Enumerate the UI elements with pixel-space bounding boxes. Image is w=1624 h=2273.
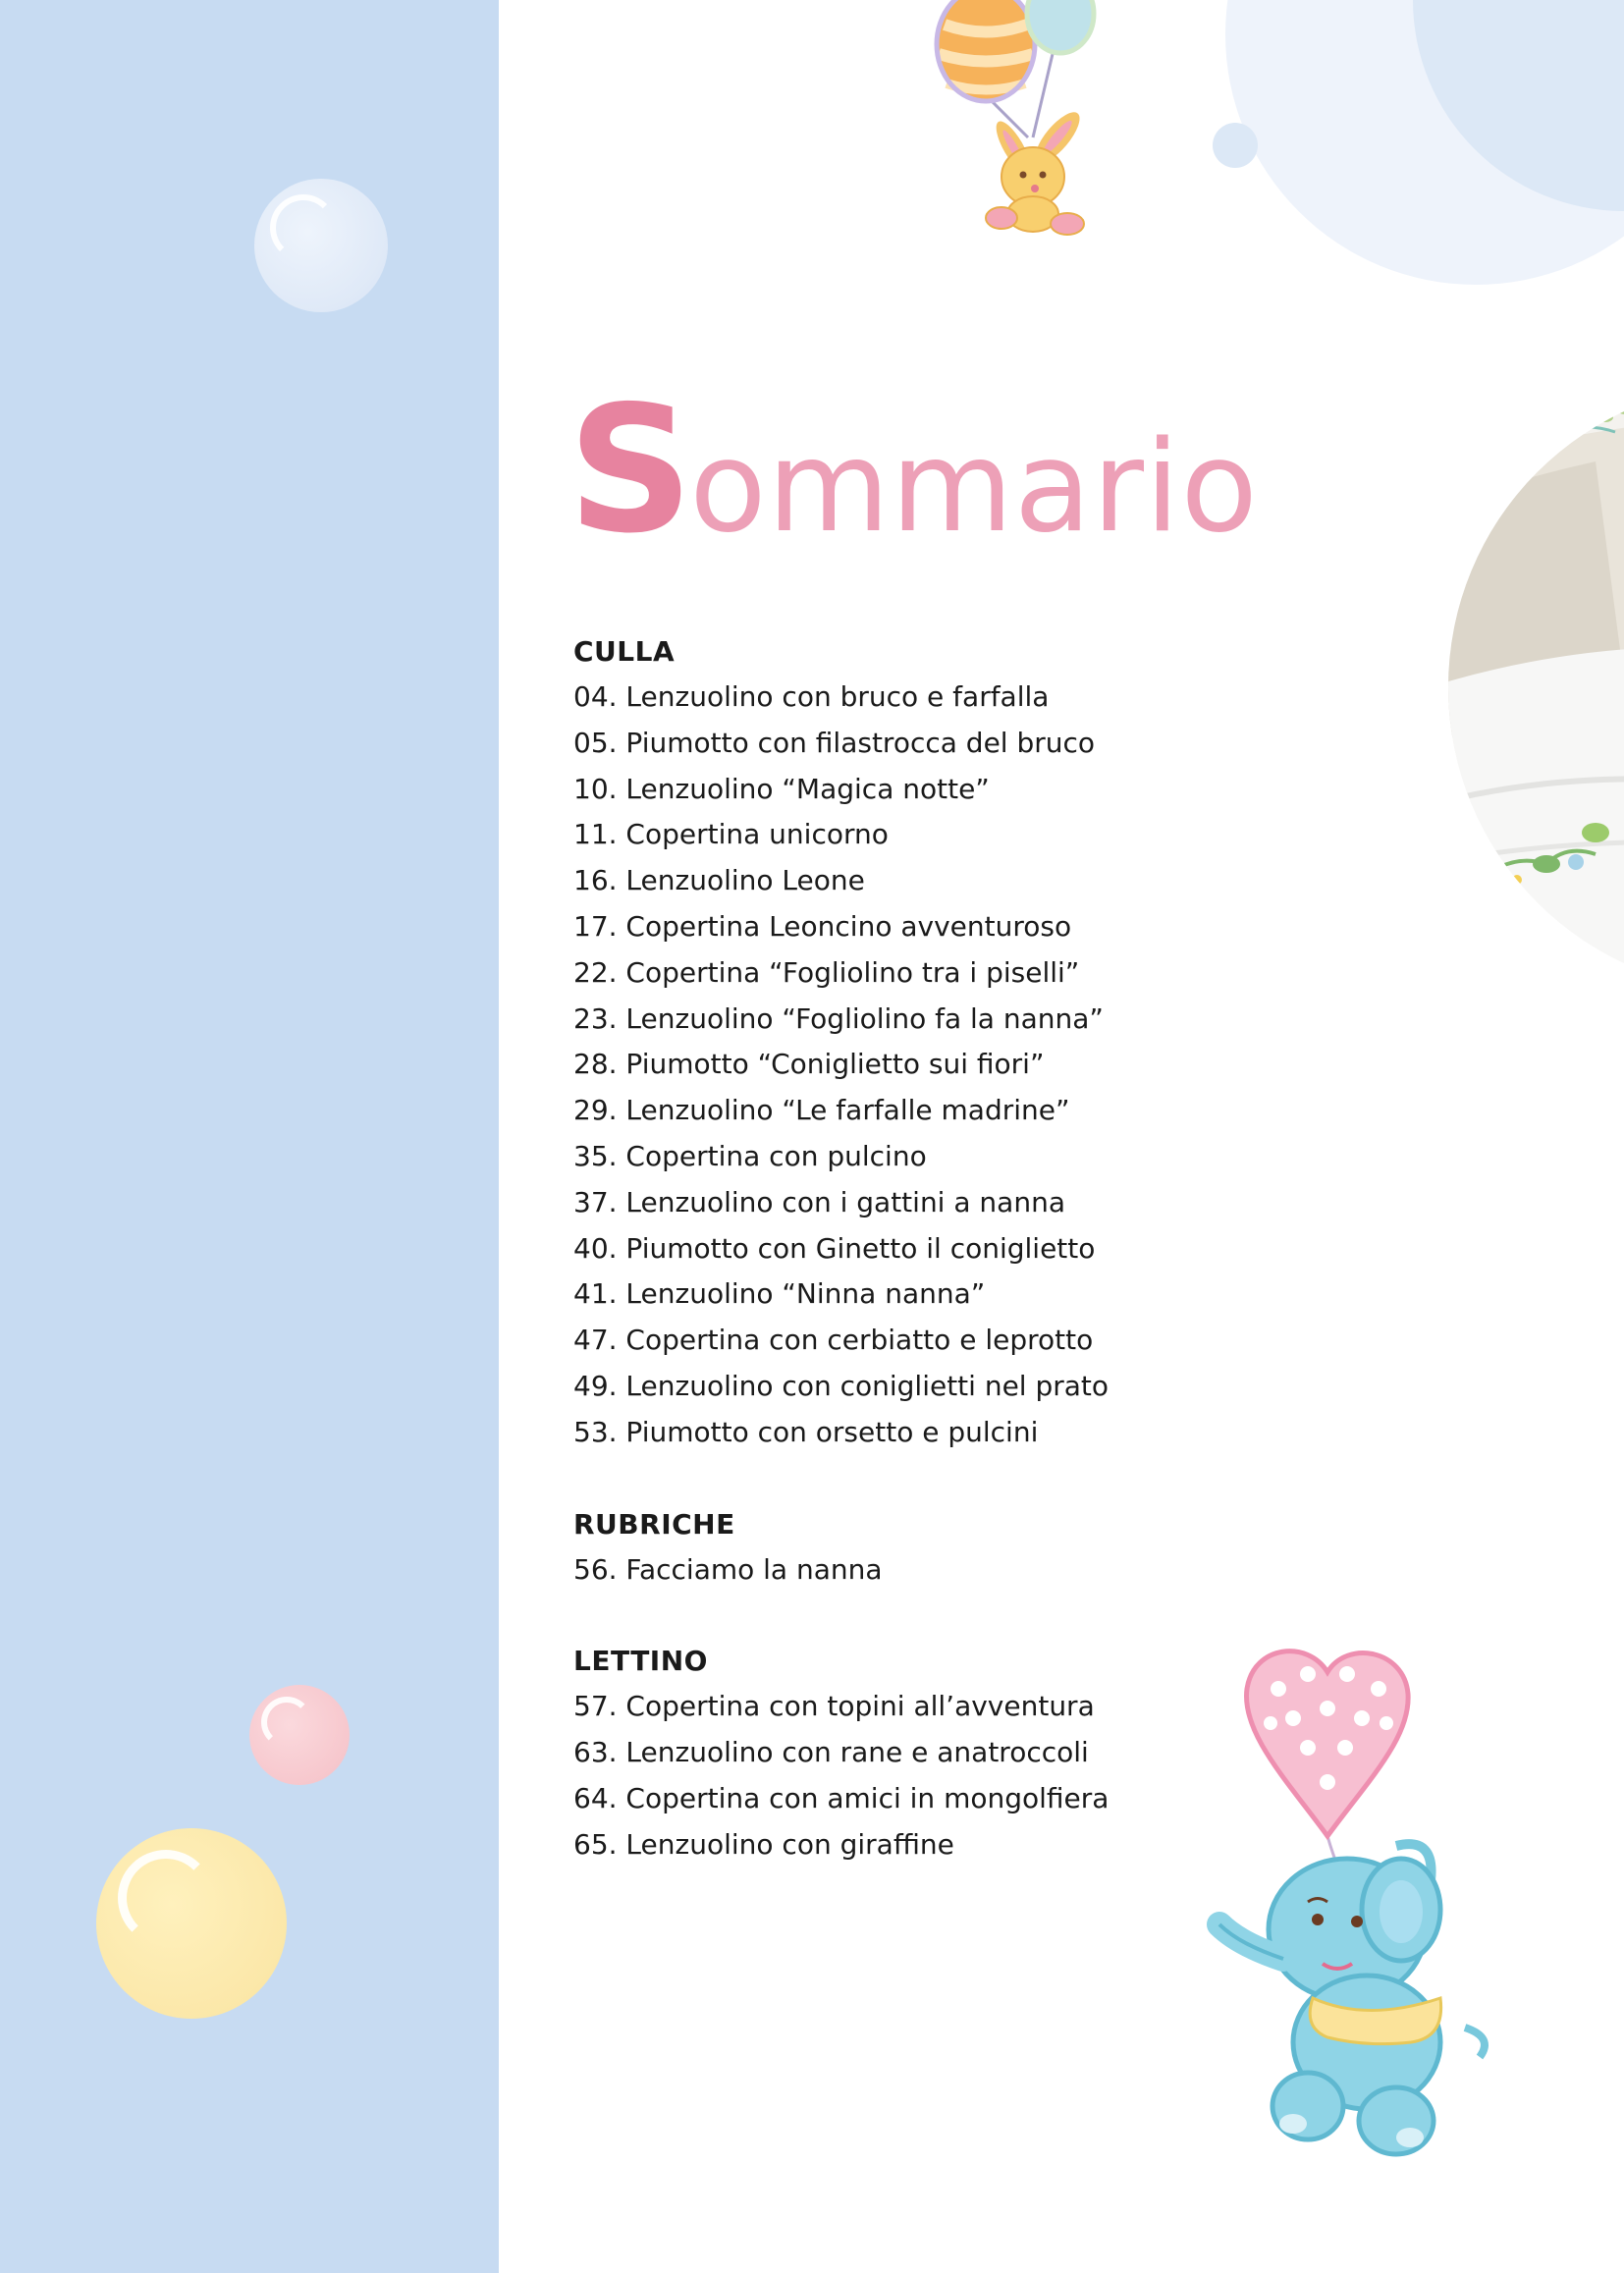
section-heading: CULLA xyxy=(573,635,676,668)
bunny-with-balloons-icon xyxy=(925,0,1121,241)
toc-item: 37. Lenzuolino con i gattini a nanna xyxy=(573,1185,1065,1218)
toc-section-rubriche xyxy=(573,1501,1202,1594)
toc-item: 57. Copertina con topini all’avventura xyxy=(573,1690,1095,1723)
toc-section-lettino xyxy=(573,1638,1202,1867)
toc-item: 49. Lenzuolino con coniglietti nel prato xyxy=(573,1369,1110,1402)
page-title xyxy=(568,368,1259,571)
toc-item: 53. Piumotto con orsetto e pulcini xyxy=(573,1415,1039,1448)
toc-item: 65. Lenzuolino con giraffine xyxy=(573,1827,954,1861)
section-heading: LETTINO xyxy=(573,1645,708,1678)
toc-item: 23. Lenzuolino “Fogliolino fa la nanna” xyxy=(573,1001,1104,1035)
blue-bubble-decoration xyxy=(254,179,388,312)
toc-item: 47. Copertina con cerbiatto e leprotto xyxy=(573,1324,1094,1357)
toc-item: 05. Piumotto con filastrocca del bruco xyxy=(573,726,1096,759)
top-right-circles-decoration xyxy=(1139,0,1624,285)
embroidered-sheet-photo xyxy=(1429,393,1624,992)
toc-item: 16. Lenzuolino Leone xyxy=(573,864,865,897)
toc-item: 10. Lenzuolino “Magica notte” xyxy=(573,772,990,805)
toc-item: 40. Piumotto con Ginetto il coniglietto xyxy=(573,1231,1096,1265)
toc-item: 22. Copertina “Fogliolino tra i piselli” xyxy=(573,955,1080,989)
title-rest: ommario xyxy=(689,414,1259,561)
toc-section-culla xyxy=(573,628,1202,1456)
toc-item: 28. Piumotto “Coniglietto sui fiori” xyxy=(573,1048,1045,1081)
elephant-with-heart-balloon-icon xyxy=(1200,1645,1524,2180)
yellow-bubble-decoration xyxy=(96,1828,287,2019)
pink-bubble-decoration xyxy=(249,1685,350,1785)
toc-item: 04. Lenzuolino con bruco e farfalla xyxy=(573,680,1050,713)
title-initial: S xyxy=(568,368,690,571)
toc-item: 11. Copertina unicorno xyxy=(573,818,889,851)
table-of-contents xyxy=(573,628,1202,1868)
toc-item: 64. Copertina con amici in mongolfiera xyxy=(573,1781,1110,1814)
toc-item: 17. Copertina Leoncino avventuroso xyxy=(573,909,1072,943)
toc-item: 56. Facciamo la nanna xyxy=(573,1552,883,1586)
toc-item: 63. Lenzuolino con rane e anatroccoli xyxy=(573,1736,1089,1769)
toc-item: 41. Lenzuolino “Ninna nanna” xyxy=(573,1277,986,1311)
toc-item: 35. Copertina con pulcino xyxy=(573,1139,927,1172)
toc-item: 29. Lenzuolino “Le farfalle madrine” xyxy=(573,1094,1070,1127)
section-heading: RUBRICHE xyxy=(573,1507,735,1541)
